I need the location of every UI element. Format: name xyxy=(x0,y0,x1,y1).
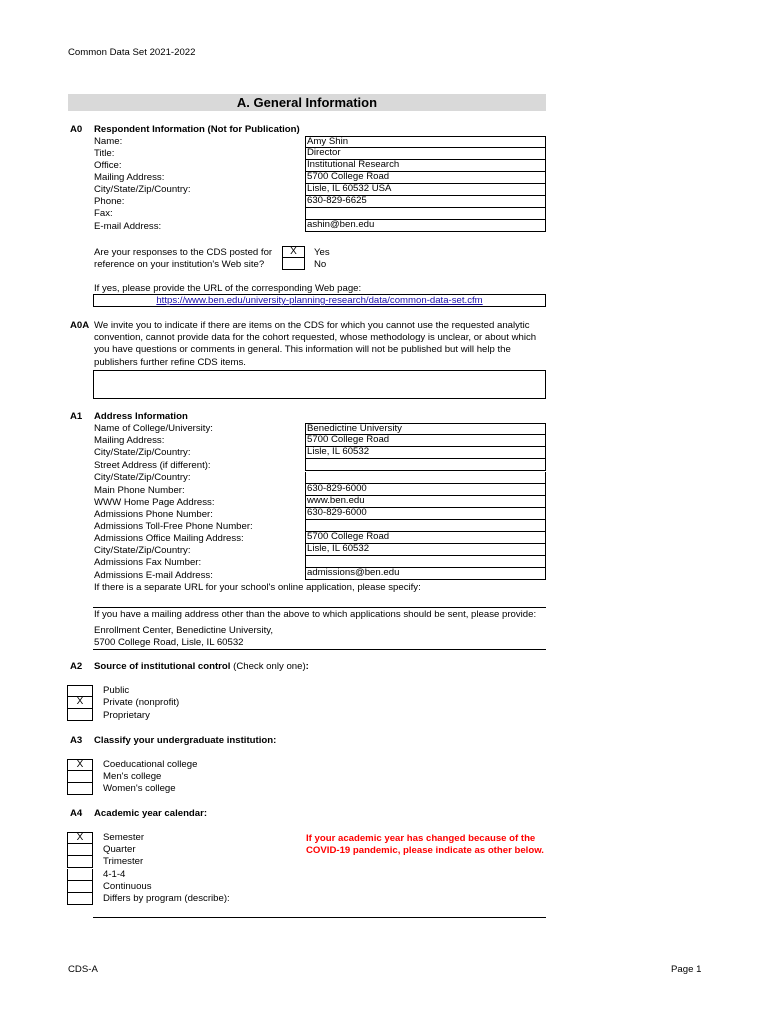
womens-college-checkbox[interactable] xyxy=(67,783,93,795)
a1-label: Admissions E-mail Address: xyxy=(94,570,213,581)
a1-label: Admissions Phone Number: xyxy=(94,509,213,520)
a0a-text-line: you have questions or comments in general. This information will not be published but will help the xyxy=(94,344,511,355)
other-address-prompt: If you have a mailing address other than the above to which applications should be sent, please provide: xyxy=(94,609,537,620)
classify-option-label: Coeducational college xyxy=(103,759,198,770)
four-one-four-checkbox[interactable] xyxy=(67,869,93,881)
covid-note: If your academic year has changed because of the xyxy=(306,833,536,844)
respondent-email-field[interactable]: ashin@ben.edu xyxy=(305,220,546,232)
quarter-checkbox[interactable] xyxy=(67,844,93,856)
city-state-zip-field[interactable]: Lisle, IL 60532 xyxy=(305,447,546,459)
classify-option-label: Women's college xyxy=(103,783,176,794)
respondent-name-field[interactable]: Amy Shin xyxy=(305,136,546,148)
calendar-option-label: Differs by program (describe): xyxy=(103,893,230,904)
a0a-code: A0A xyxy=(70,320,90,331)
a2-heading-colon: : xyxy=(305,661,309,672)
main-phone-field[interactable]: 630-829-6000 xyxy=(305,484,546,496)
a3-heading: Classify your undergraduate institution: xyxy=(94,735,277,746)
footer-left: CDS-A xyxy=(68,964,98,975)
semester-checkbox[interactable]: X xyxy=(67,832,93,844)
a2-heading: Source of institutional control xyxy=(94,661,231,672)
a1-label: Admissions Fax Number: xyxy=(94,557,202,568)
calendar-option-label: 4-1-4 xyxy=(103,869,126,880)
a0-code: A0 xyxy=(70,124,83,135)
cds-url-field[interactable] xyxy=(93,294,546,307)
a0a-comments-field[interactable] xyxy=(93,370,546,399)
a4-code: A4 xyxy=(70,808,83,819)
trimester-checkbox[interactable] xyxy=(67,856,93,868)
a2-heading-row xyxy=(94,661,309,673)
respondent-office-field[interactable]: Institutional Research xyxy=(305,160,546,172)
respondent-city-field[interactable]: Lisle, IL 60532 USA xyxy=(305,184,546,196)
admissions-city-field[interactable]: Lisle, IL 60532 xyxy=(305,544,546,556)
a4-heading: Academic year calendar: xyxy=(94,808,208,819)
a1-label: City/State/Zip/Country: xyxy=(94,472,191,483)
a1-label: City/State/Zip/Country: xyxy=(94,545,191,556)
separate-url-prompt: If there is a separate URL for your school's online application, please specify: xyxy=(94,582,421,593)
a0-label: Name: xyxy=(94,136,123,147)
respondent-address-field[interactable]: 5700 College Road xyxy=(305,172,546,184)
a3-code: A3 xyxy=(70,735,83,746)
respondent-title-field[interactable]: Director xyxy=(305,148,546,160)
continuous-checkbox[interactable] xyxy=(67,881,93,893)
posted-question: Are your responses to the CDS posted for xyxy=(94,247,273,258)
a0a-text-line: convention, cannot provide data for the cohort requested, whose methodology is unclear, or about which xyxy=(94,332,537,343)
a1-label: Mailing Address: xyxy=(94,435,165,446)
calendar-option-label: Continuous xyxy=(103,881,152,892)
cds-url-link[interactable]: https://www.ben.edu/university-planning-research/data/common-data-set.cfm xyxy=(156,295,483,306)
a1-label: Admissions Office Mailing Address: xyxy=(94,533,244,544)
admissions-phone-field[interactable]: 630-829-6000 xyxy=(305,508,546,520)
separate-url-underline xyxy=(93,607,546,608)
a1-label: Admissions Toll-Free Phone Number: xyxy=(94,521,253,532)
other-address-line[interactable]: 5700 College Road, Lisle, IL 60532 xyxy=(94,637,244,648)
a0-label: City/State/Zip/Country: xyxy=(94,184,191,195)
a1-label: WWW Home Page Address: xyxy=(94,497,215,508)
control-option-label: Public xyxy=(103,685,130,696)
posted-question: reference on your institution's Web site? xyxy=(94,259,265,270)
a0-label: Fax: xyxy=(94,208,113,219)
college-name-field[interactable]: Benedictine University xyxy=(305,423,546,435)
posted-no-checkbox[interactable] xyxy=(282,258,305,270)
admissions-email-field[interactable]: admissions@ben.edu xyxy=(305,568,546,580)
control-proprietary-checkbox[interactable] xyxy=(67,709,93,721)
control-option-label: Proprietary xyxy=(103,710,150,721)
calendar-option-label: Quarter xyxy=(103,844,136,855)
url-prompt: If yes, please provide the URL of the corresponding Web page: xyxy=(94,283,362,294)
admissions-address-field[interactable]: 5700 College Road xyxy=(305,532,546,544)
a0-heading: Respondent Information (Not for Publication) xyxy=(94,124,300,135)
a1-label: City/State/Zip/Country: xyxy=(94,447,191,458)
a1-heading: Address Information xyxy=(94,411,188,422)
street-address-field[interactable] xyxy=(305,459,546,471)
admissions-fax-field[interactable] xyxy=(305,556,546,568)
a1-label: Main Phone Number: xyxy=(94,485,185,496)
a1-label: Street Address (if different): xyxy=(94,460,211,471)
posted-no-label: No xyxy=(314,259,327,270)
mailing-address-field[interactable]: 5700 College Road xyxy=(305,435,546,447)
a0a-text-line: publishers further refine CDS items. xyxy=(94,357,246,368)
street-city-field[interactable] xyxy=(305,472,546,484)
a0-label: Title: xyxy=(94,148,115,159)
differs-by-program-checkbox[interactable] xyxy=(67,893,93,905)
a2-heading-note: (Check only one) xyxy=(233,661,306,672)
posted-yes-checkbox[interactable]: X xyxy=(282,246,305,258)
respondent-phone-field[interactable]: 630-829-6625 xyxy=(305,196,546,208)
other-address-line[interactable]: Enrollment Center, Benedictine University, xyxy=(94,625,273,636)
calendar-option-label: Semester xyxy=(103,832,145,843)
calendar-describe-underline xyxy=(93,917,546,918)
classify-option-label: Men's college xyxy=(103,771,162,782)
a0-label: Office: xyxy=(94,160,122,171)
control-private-checkbox[interactable]: X xyxy=(67,697,93,709)
toll-free-phone-field[interactable] xyxy=(305,520,546,532)
a0-label: Phone: xyxy=(94,196,125,207)
a0a-text-line: We invite you to indicate if there are items on the CDS for which you cannot use the requested analytic xyxy=(94,320,530,331)
page-number: Page 1 xyxy=(671,964,702,975)
respondent-fax-field[interactable] xyxy=(305,208,546,220)
a1-code: A1 xyxy=(70,411,83,422)
mens-college-checkbox[interactable] xyxy=(67,771,93,783)
a0-label: E-mail Address: xyxy=(94,221,162,232)
calendar-option-label: Trimester xyxy=(103,856,144,867)
page-header: Common Data Set 2021-2022 xyxy=(68,47,196,58)
posted-yes-label: Yes xyxy=(314,247,330,258)
a2-code: A2 xyxy=(70,661,83,672)
other-address-underline xyxy=(93,649,546,650)
control-option-label: Private (nonprofit) xyxy=(103,697,180,708)
covid-note: COVID-19 pandemic, please indicate as other below. xyxy=(306,845,544,856)
section-title: A. General Information xyxy=(68,94,546,111)
coed-checkbox[interactable]: X xyxy=(67,759,93,771)
a0-label: Mailing Address: xyxy=(94,172,165,183)
a1-label: Name of College/University: xyxy=(94,423,213,434)
home-page-field[interactable]: www.ben.edu xyxy=(305,496,546,508)
